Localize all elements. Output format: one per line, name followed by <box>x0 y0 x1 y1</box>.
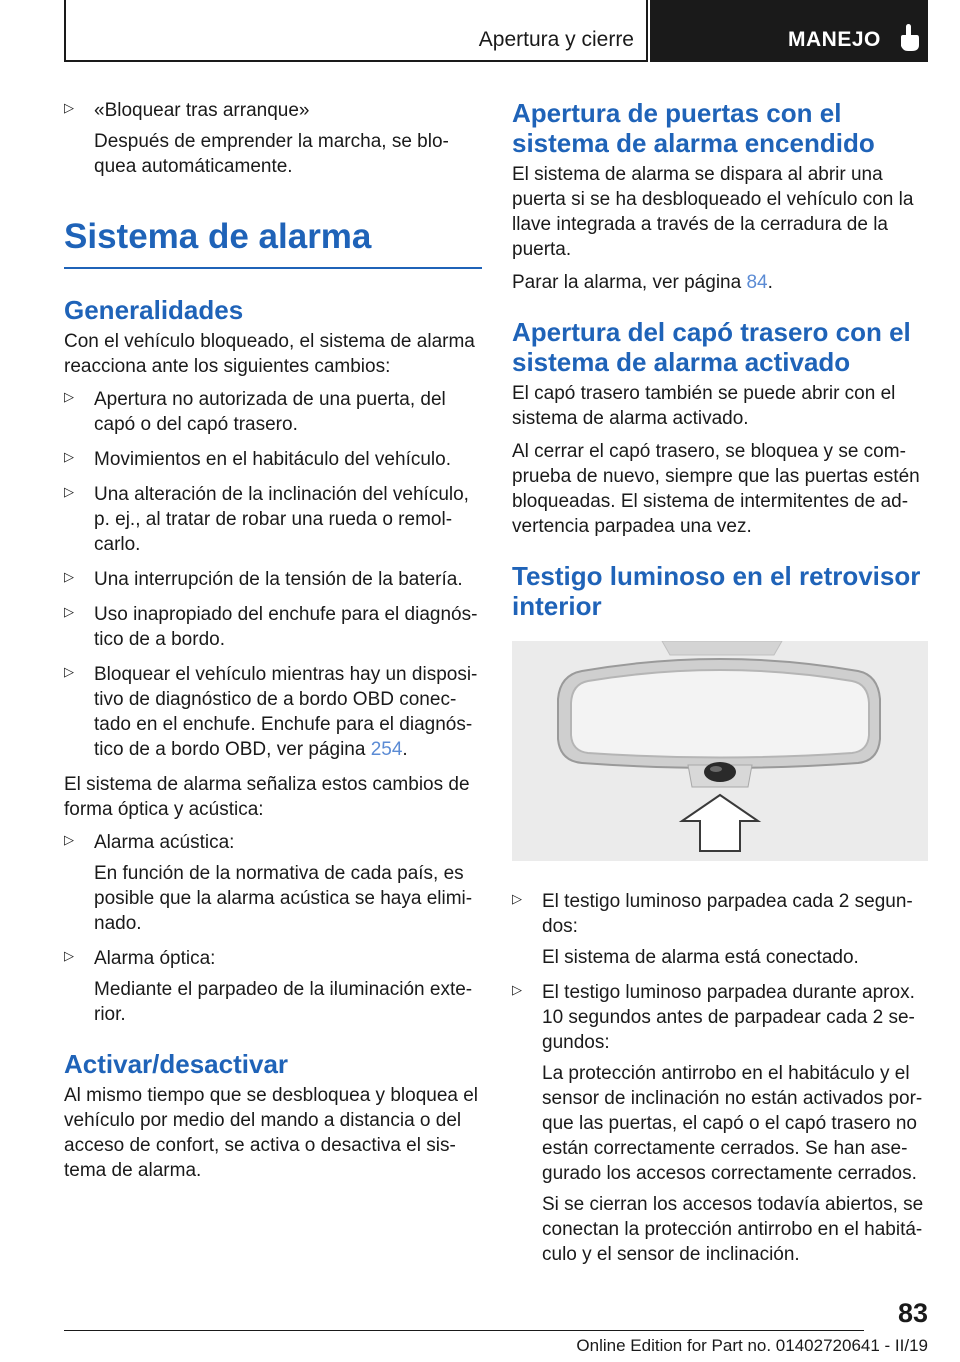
header-section-tab <box>64 0 648 62</box>
bullet-text: La protección antirrobo en el habitáculo y el sensor de inclinación no están activados por- que las puertas, el capó o el capó trasero no están correctamente cerrados. Se han ase- gurado los accesos correctamente cerrados. <box>542 1063 923 1184</box>
footer-divider <box>64 1330 864 1331</box>
bullet-title: Alarma acústica: <box>94 832 235 853</box>
paragraph: El capó trasero también se puede abrir con el sistema de alarma activado. <box>512 383 896 429</box>
bullet-triangle-icon: ▷ <box>64 389 74 404</box>
paragraph: Parar la alarma, ver página 84. <box>512 272 773 293</box>
bullet-text: Una alteración de la inclinación del vehículo, p. ej., al tratar de robar una rueda o remol- carlo. <box>94 484 469 555</box>
bullet-title: El testigo luminoso parpadea cada 2 segun- dos: <box>542 891 913 937</box>
subsection-title-activar: Activar/desactivar <box>64 1049 289 1079</box>
bullet-text: En función de la normativa de cada país, es posible que la alarma acústica se haya elimi- nado. <box>94 863 473 934</box>
bullet-text: Mediante el parpadeo de la iluminación exte- rior. <box>94 979 473 1025</box>
bullet-triangle-icon: ▷ <box>64 604 74 619</box>
subsection-title-capo: Apertura del capó trasero con el sistema de alarma activado <box>512 317 911 377</box>
page-header <box>64 0 928 64</box>
page-link-254[interactable]: 254 <box>370 739 403 760</box>
header-chapter-tab <box>650 0 928 62</box>
page-link-84[interactable]: 84 <box>746 272 768 293</box>
bullet-triangle-icon: ▷ <box>64 569 74 584</box>
bullet-triangle-icon: ▷ <box>64 484 74 499</box>
paragraph: Con el vehículo bloqueado, el sistema de alarma reacciona ante los siguientes cambios: <box>64 331 475 377</box>
bullet-text: Uso inapropiado del enchufe para el diagnós- tico de a bordo. <box>94 604 478 650</box>
subsection-title-generalidades: Generalidades <box>64 295 244 325</box>
bullet-text: Apertura no autorizada de una puerta, del capó o del capó trasero. <box>94 389 446 435</box>
list-item <box>64 830 482 936</box>
right-column <box>512 98 928 1277</box>
list-item <box>512 889 928 970</box>
header-chapter-title: MANEJO <box>788 28 881 51</box>
bullet-text: Movimientos en el habitáculo del vehículo. <box>94 449 451 470</box>
paragraph: El sistema de alarma se dispara al abrir una puerta si se ha desbloqueado el vehículo con la llave integrada a través de la cerradura de la puerta. <box>512 164 914 260</box>
list-item <box>64 482 482 557</box>
list-item <box>64 662 482 762</box>
bullet-triangle-icon: ▷ <box>64 449 74 464</box>
section-divider <box>64 267 482 269</box>
list-item <box>64 98 482 179</box>
list-item <box>64 447 482 472</box>
bullet-triangle-icon: ▷ <box>512 982 522 997</box>
subsection-title-puertas: Apertura de puertas con el sistema de alarma encendido <box>512 98 875 158</box>
paragraph: Al mismo tiempo que se desbloquea y bloquea el vehículo por medio del mando a distancia o del acceso de confort, se activa o desactiva el sis- tema de alarma. <box>64 1085 479 1181</box>
bullet-triangle-icon: ▷ <box>64 948 74 963</box>
footer-edition: Online Edition for Part no. 01402720641 - II/19 <box>576 1336 928 1355</box>
header-section-title: Apertura y cierre <box>478 28 634 51</box>
bullet-title: «Bloquear tras arranque» <box>94 100 310 121</box>
list-item <box>64 602 482 652</box>
mirror-illustration-svg <box>512 641 928 861</box>
bullet-title: Alarma óptica: <box>94 948 216 969</box>
page-number: 83 <box>897 1298 928 1328</box>
bullet-triangle-icon: ▷ <box>64 664 74 679</box>
left-column <box>64 98 482 1191</box>
bullet-text-content: Bloquear el vehículo mientras hay un disposi- tivo de diagnóstico de a bordo OBD conec- tado en el enchufe. Enchufe para el diagnós- tico de a bordo OBD, ver página <box>94 664 478 760</box>
bullet-triangle-icon: ▷ <box>64 100 74 115</box>
bullet-text: Después de emprender la marcha, se blo- quea automáticamente. <box>94 131 449 177</box>
bullet-triangle-icon: ▷ <box>512 891 522 906</box>
list-item <box>512 980 928 1267</box>
section-title: Sistema de alarma <box>64 217 372 256</box>
bullet-triangle-icon: ▷ <box>64 832 74 847</box>
list-item <box>64 567 482 592</box>
paragraph: El sistema de alarma señaliza estos cambios de forma óptica y acústica: <box>64 774 470 820</box>
bullet-text: Bloquear el vehículo mientras hay un disposi- tivo de diagnóstico de a bordo OBD conec- tado en el enchufe. Enchufe para el diagnós- tico de a bordo OBD, ver página 254. <box>94 664 478 760</box>
list-item <box>64 946 482 1027</box>
paragraph-text: Parar la alarma, ver página <box>512 272 747 293</box>
rearview-mirror-indicator-illustration <box>512 641 928 861</box>
bullet-text: El sistema de alarma está conectado. <box>542 947 859 968</box>
subsection-title-testigo: Testigo luminoso en el retrovisor interior <box>512 561 921 621</box>
bullet-text: Una interrupción de la tensión de la batería. <box>94 569 463 590</box>
bullet-title: El testigo luminoso parpadea durante aprox. 10 segundos antes de parpadear cada 2 se- gundos: <box>542 982 915 1053</box>
bullet-text: Si se cierran los accesos todavía abiertos, se conectan la protección antirrobo en el habitá- culo y el sensor de inclinación. <box>542 1194 924 1265</box>
list-item <box>64 387 482 437</box>
hand-pointer-icon <box>897 24 921 52</box>
paragraph: Al cerrar el capó trasero, se bloquea y se com- prueba de nuevo, siempre que las puertas estén bloqueadas. El sistema de intermitentes de ad- vertencia parpadea una vez. <box>512 441 920 537</box>
